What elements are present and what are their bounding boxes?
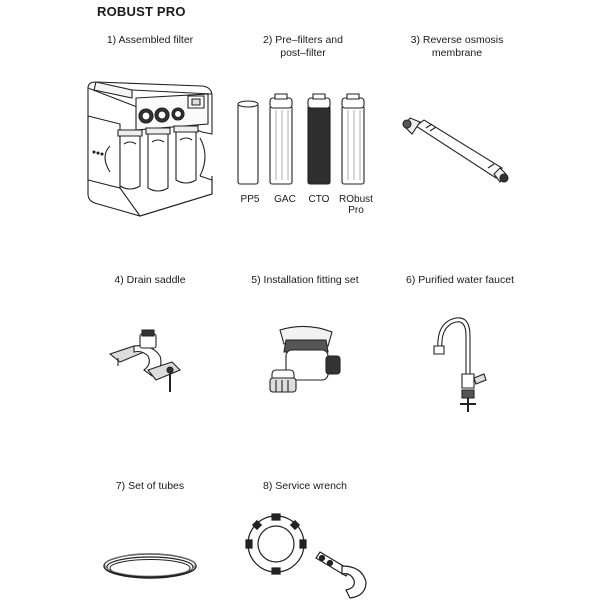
cartridge-label: GAC — [274, 194, 296, 205]
cartridge-label-line: RObust — [339, 194, 373, 205]
fitting-set-icon — [266, 322, 348, 400]
cartridge-label: PP5 — [240, 194, 260, 205]
caption-tubes: 7) Set of tubes — [115, 480, 185, 492]
cartridge-label-line: Pro — [348, 205, 364, 216]
assembled-filter-icon — [80, 76, 220, 221]
caption-faucet: 6) Purified water faucet — [406, 274, 514, 286]
caption-membrane — [397, 34, 517, 60]
caption-fitting-set: 5) Installation fitting set — [251, 274, 359, 286]
page-title: ROBUST PRO — [97, 4, 186, 19]
caption-line: 2) Pre–filters and — [263, 34, 343, 46]
faucet-icon — [430, 314, 500, 414]
tubes-icon — [100, 548, 200, 588]
caption-assembled-filter: 1) Assembled filter — [106, 34, 194, 46]
wrench-icon — [246, 510, 371, 598]
caption-line: membrane — [431, 47, 483, 59]
cartridge-label: CTO — [308, 194, 330, 205]
caption-line: post–filter — [280, 47, 326, 59]
caption-wrench: 8) Service wrench — [262, 480, 348, 492]
caption-line: 3) Reverse osmosis — [410, 34, 504, 46]
caption-drain-saddle: 4) Drain saddle — [114, 274, 186, 286]
caption-cartridges — [243, 34, 363, 60]
cartridges-icon — [232, 94, 382, 190]
cartridge-label — [337, 194, 375, 216]
drain-saddle-icon — [104, 330, 184, 394]
membrane-icon — [398, 112, 514, 188]
